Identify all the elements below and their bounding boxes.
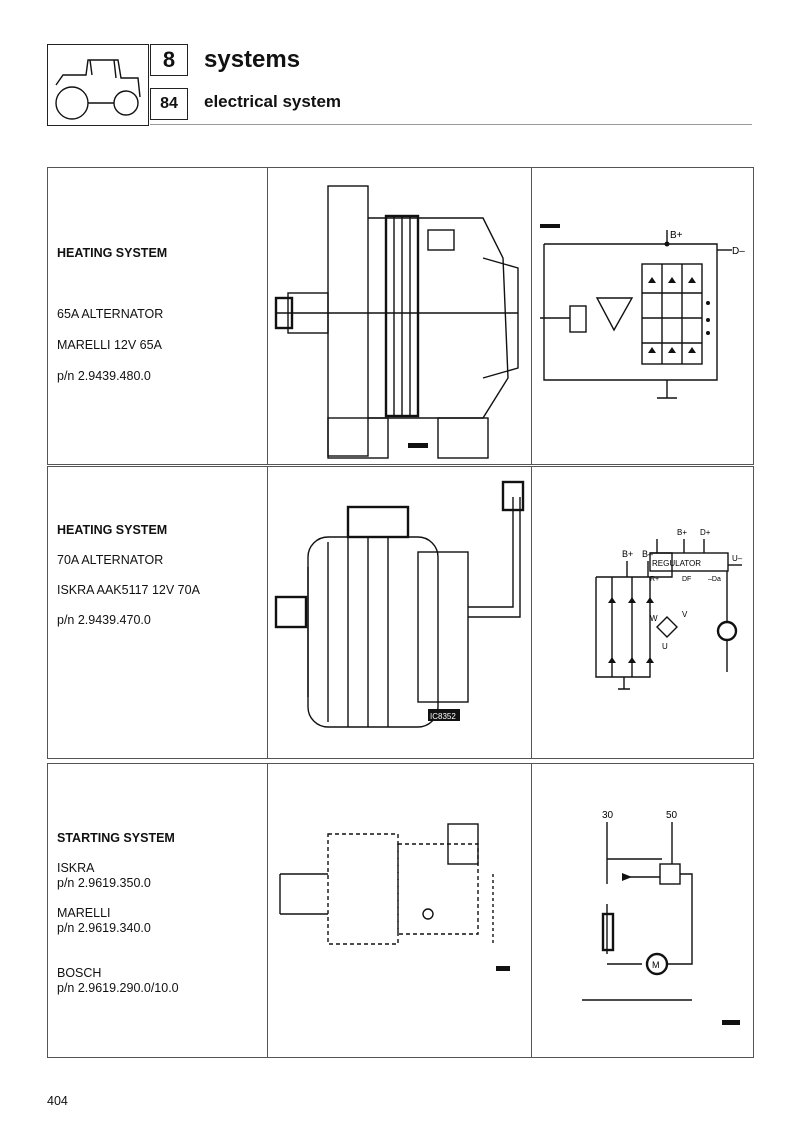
alternator-drawing: [268, 168, 531, 464]
manufacturer-name: ISKRA: [57, 861, 95, 875]
drawing-code: IC8352: [430, 712, 456, 721]
alternator-schematic: [532, 467, 753, 758]
terminal-50-label: 50: [666, 810, 678, 821]
b-plus-label-top: B+: [677, 528, 688, 537]
section-title: electrical system: [204, 92, 342, 111]
panel-starting-system: [47, 763, 754, 1058]
terminal-30-label: 30: [602, 810, 614, 821]
section-number: 84: [150, 88, 188, 120]
part-number: p/n 2.9619.350.0: [57, 876, 151, 890]
manufacturer-name: MARELLI: [57, 906, 111, 920]
d-minus-label: D–: [732, 246, 745, 257]
tractor-icon: [48, 45, 148, 125]
b-plus-label: B+: [670, 230, 683, 241]
panel-title: HEATING SYSTEM: [57, 246, 168, 260]
alternator-model: ISKRA AAK5117 12V 70A: [57, 583, 200, 597]
starter-drawing: [268, 764, 531, 1057]
alternator-schematic: [532, 168, 753, 464]
panel-title: STARTING SYSTEM: [57, 831, 175, 845]
manufacturer-name: BOSCH: [57, 966, 102, 980]
df-label: DF: [682, 576, 692, 583]
part-number: p/n 2.9619.340.0: [57, 921, 151, 935]
b-plus-label: B+: [622, 549, 634, 559]
u-label: U: [662, 642, 668, 651]
v-label: V: [682, 610, 688, 619]
part-number: p/n 2.9619.290.0/10.0: [57, 981, 179, 995]
page-number: 404: [47, 1094, 68, 1108]
alternator-model: MARELLI 12V 65A: [57, 338, 162, 352]
part-number: p/n 2.9439.470.0: [57, 613, 151, 627]
u-minus-label: U–: [732, 554, 743, 563]
da-label: –Da: [708, 576, 721, 583]
chapter-number: 8: [150, 44, 188, 76]
r-plus-label: R+: [650, 576, 660, 583]
motor-label: M: [652, 960, 660, 970]
starter-schematic: [532, 764, 753, 1057]
header-rule: [150, 124, 752, 125]
chapter-title: systems: [204, 46, 301, 73]
alternator-type: 65A ALTERNATOR: [57, 307, 164, 321]
panel-70a-alternator: [47, 466, 754, 759]
tractor-logo-box: [47, 44, 149, 126]
d-plus-label: D+: [700, 528, 711, 537]
regulator-label: REGULATOR: [652, 559, 702, 568]
panel-title: HEATING SYSTEM: [57, 523, 168, 537]
alternator-type: 70A ALTERNATOR: [57, 553, 164, 567]
alternator-drawing: [268, 467, 531, 758]
w-label: W: [650, 614, 658, 623]
part-number: p/n 2.9439.480.0: [57, 369, 151, 383]
b-minus-label: B–: [642, 549, 654, 559]
panel-65a-alternator: [47, 167, 754, 465]
